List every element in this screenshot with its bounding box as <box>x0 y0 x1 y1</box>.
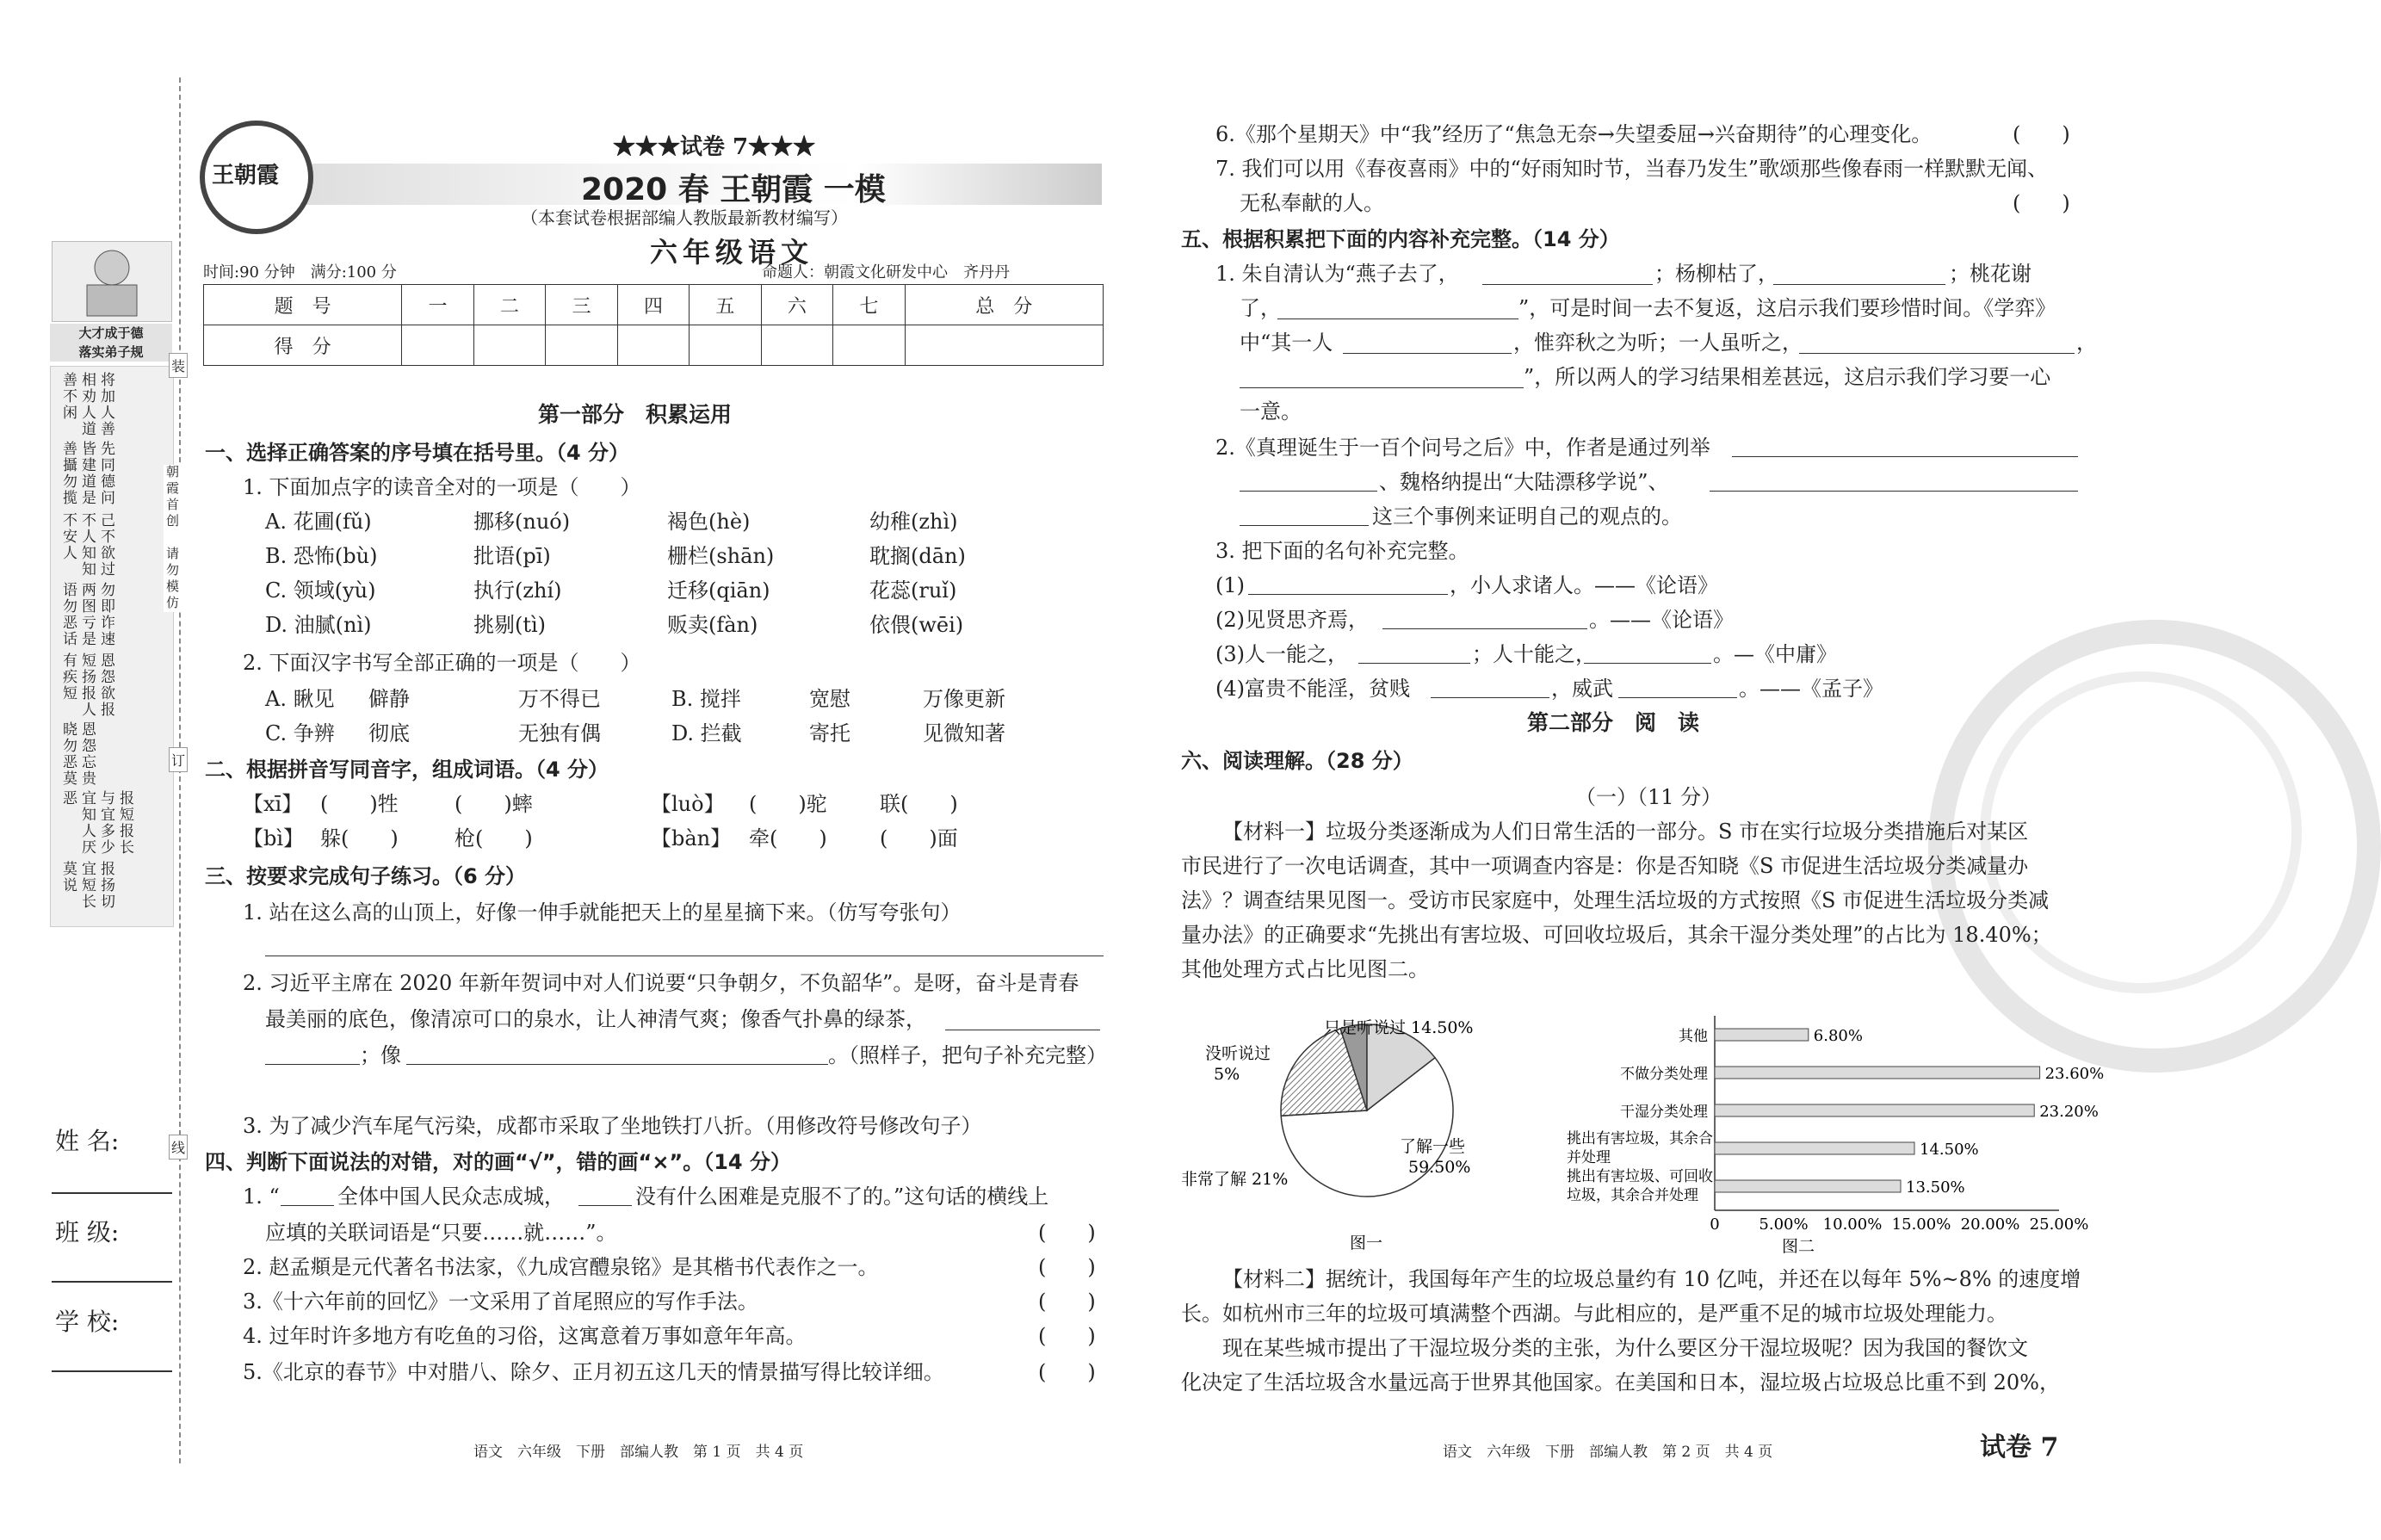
proverb-2: 先同德问皆建道是善攝勿揽 <box>59 441 114 506</box>
q2-cell[interactable]: ( )牲 <box>320 792 399 816</box>
q5-1-blank-2[interactable] <box>1773 284 1945 285</box>
q5-3-3c: 。—《中庸》 <box>1713 642 1837 666</box>
q4-3: 3.《十六年前的回忆》一文采用了首尾照应的写作手法。 <box>243 1290 758 1314</box>
q2-cell: 【bàn】 <box>651 826 732 850</box>
school-field[interactable] <box>52 1370 172 1372</box>
q1-1-option: B. 恐怖(bù) <box>265 544 378 568</box>
q5-2-blank-4[interactable] <box>1240 525 1369 526</box>
q4-1a: 1. “ <box>243 1184 280 1209</box>
q4-4-paren[interactable]: ( ) <box>1038 1324 1096 1348</box>
q4-1-blank-1[interactable] <box>281 1205 334 1206</box>
score-table-cell: 得 分 <box>204 325 402 366</box>
q3-heading: 三、按要求完成句子练习。（6 分） <box>205 864 527 888</box>
bar <box>1715 1104 2034 1116</box>
score-table-cell: 六 <box>761 285 832 325</box>
q1-1-option: 迁移(qiān) <box>667 578 770 603</box>
subject-title: 六年级语文 <box>650 236 814 269</box>
q5-3-1-blank[interactable] <box>1248 594 1448 595</box>
mat1-line: 市民进行了一次电话调查，其中一项调查内容是：你是否知晓《S 市促进生活垃圾分类减量办 <box>1181 854 2029 878</box>
q4-1b: 全体中国人民众志成城， <box>337 1184 565 1209</box>
q4-2-paren[interactable]: ( ) <box>1038 1255 1096 1279</box>
q4-1-paren[interactable]: ( ) <box>1038 1221 1096 1245</box>
score-input[interactable] <box>473 325 545 366</box>
q2-heading: 二、根据拼音写同音字，组成词语。（4 分） <box>205 758 609 782</box>
q1-2-option: B. 搅拌 <box>671 687 741 711</box>
q5-1c1: 中“其一人 <box>1240 331 1333 355</box>
series-label: ★★★试卷 7★★★ <box>613 134 816 160</box>
q1-2-option: C. 争辨 <box>265 721 335 745</box>
q1-heading: 一、选择正确答案的序号填在括号里。（4 分） <box>205 441 630 465</box>
q5-2b: 、魏格纳提出“大陆漂移学说”、 <box>1379 470 1669 494</box>
q5-2a: 2.《真理诞生于一百个问号之后》中，作者是通过列举 <box>1215 436 1710 460</box>
class-field[interactable] <box>52 1281 172 1283</box>
score-table <box>203 284 1104 366</box>
score-table-cell: 题 号 <box>204 285 402 325</box>
score-input[interactable] <box>402 325 473 366</box>
mat1-line: 量办法》的正确要求“先挑出有害垃圾、可回收垃圾后，其余干湿分类处理”的占比为 18.40%； <box>1181 923 2052 947</box>
q5-3-3a: (3)人一能之， <box>1215 642 1348 666</box>
score-table-cell: 四 <box>617 285 689 325</box>
exam-title: 2020 春 王朝霞 一模 <box>581 172 886 207</box>
bar <box>1715 1180 1901 1192</box>
q1-1-option: D. 油腻(nì) <box>265 613 372 637</box>
q1-2-option: A. 瞅见 <box>265 687 335 711</box>
q3-2-line2: 最美丽的底色，像清凉可口的泉水，让人神清气爽；像香气扑鼻的绿茶， <box>265 1007 926 1031</box>
q2-cell: 【bì】 <box>243 826 305 850</box>
q2-cell[interactable]: ( )蟀 <box>455 792 533 816</box>
q1-1-option: 贩卖(fàn) <box>667 613 758 637</box>
bar-chart <box>1498 1007 2105 1257</box>
q6-heading: 六、阅读理解。（28 分） <box>1181 749 1413 773</box>
q1-2-option: 万不得已 <box>518 687 601 711</box>
q1-2-option: 见微知著 <box>923 721 1005 745</box>
q4-4: 4. 过年时许多地方有吃鱼的习俗，这寓意着万事如意年年高。 <box>243 1324 807 1348</box>
score-table-cell: 五 <box>690 285 761 325</box>
mat1-line: 【材料一】垃圾分类逐渐成为人们日常生活的一部分。S 市在实行垃圾分类措施后对某区 <box>1222 819 2029 844</box>
bar-category-label: 其他 <box>1679 1028 1708 1045</box>
bar-category-label: 不做分类处理 <box>1620 1066 1708 1083</box>
q1-2: 2. 下面汉字书写全部正确的一项是（ ） <box>243 651 641 675</box>
q5-3-2: (2)见贤思齐焉， <box>1215 608 1369 632</box>
bar <box>1715 1029 1809 1041</box>
q1-1-option: 褐色(hè) <box>667 510 751 534</box>
q5-2-blank-3[interactable] <box>1710 491 2078 492</box>
author-info: 命题人：朝霞文化研发中心 齐丹丹 <box>762 263 1010 281</box>
bar-title: 图二 <box>1782 1237 1815 1256</box>
score-input[interactable] <box>761 325 832 366</box>
score-table-score-row <box>204 325 1104 366</box>
mat2-line: 【材料二】据统计，我国每年产生的垃圾总量约有 10 亿吨，并还在以每年 5%~8% 的速度增 <box>1222 1267 2081 1291</box>
school-label: 学 校: <box>55 1308 120 1336</box>
name-field[interactable] <box>52 1192 172 1194</box>
q3-1: 1. 站在这么高的山顶上，好像一伸手就能把天上的星星摘下来。（仿写夸张句） <box>243 900 962 925</box>
q5-3-4a: (4)富贵不能淫，贫贱 <box>1215 677 1410 701</box>
mat2-line: 长。如杭州市三年的垃圾可填满整个西湖。与此相应的，是严重不足的城市垃圾处理能力。 <box>1181 1302 2007 1326</box>
q5-3-1a: (1) <box>1215 573 1245 597</box>
score-input[interactable] <box>690 325 761 366</box>
q5-3-2-blank[interactable] <box>1382 628 1587 629</box>
q6-sub: （一）（11 分） <box>1575 785 1722 809</box>
pie-label: 非常了解 21% <box>1181 1170 1289 1189</box>
cut-label-1: 装 <box>169 353 188 378</box>
exam-subtitle: （本套试卷根据部编人教版最新教材编写） <box>521 207 848 228</box>
q2-cell[interactable]: ( )驼 <box>749 792 827 816</box>
pie-chart <box>1178 1007 1496 1257</box>
q5-3-4-blank-1[interactable] <box>1431 697 1549 698</box>
q5-3-4-blank-2[interactable] <box>1618 697 1737 698</box>
q5-1a: 1. 朱自清认为“燕子去了， <box>1215 262 1459 286</box>
q1-2-option: 万像更新 <box>923 687 1005 711</box>
bar-tick-label: 5.00% <box>1759 1215 1809 1234</box>
q1-2-option: 僻静 <box>368 687 410 711</box>
right-footer: 语文 六年级 下册 部编人教 第 2 页 共 4 页 <box>1443 1444 1773 1461</box>
q1-1: 1. 下面加点字的读音全对的一项是（ ） <box>243 475 641 499</box>
q3-2-blank-3[interactable] <box>406 1064 828 1065</box>
q4-heading: 四、判断下面说法的对错，对的画“√”，错的画“×”。（14 分） <box>205 1150 791 1174</box>
q2-cell[interactable]: 牵( ) <box>749 826 827 850</box>
q4-2: 2. 赵孟頫是元代著名书法家，《九成宫醴泉铭》是其楷书代表作之一。 <box>243 1255 879 1279</box>
q3-3: 3. 为了减少汽车尾气污染，成都市采取了坐地铁打八折。（用修改符号修改句子） <box>243 1114 982 1138</box>
bar-category-label: 挑出有害垃圾、可回收垃圾，其余合并处理 <box>1567 1168 1713 1204</box>
bar-tick-label: 15.00% <box>1891 1215 1951 1234</box>
q5-3-1b: ，小人求诸人。——《论语》 <box>1450 573 1718 597</box>
q2-cell[interactable]: 联( ) <box>880 792 958 816</box>
score-table-cell: 三 <box>546 285 617 325</box>
q5-3-4c: 。——《孟子》 <box>1739 677 1883 701</box>
q3-2-end: 。（照样子，把句子补充完整） <box>828 1043 1107 1067</box>
q4-1-blank-2[interactable] <box>578 1205 632 1206</box>
proverb-4: 勿即诈速两图亏是语勿恶话 <box>59 582 114 647</box>
pie-label: 了解一些 59.50% <box>1400 1137 1471 1177</box>
bar-category-label: 干湿分类处理 <box>1620 1104 1708 1121</box>
q2-cell: 【xī】 <box>243 792 303 816</box>
score-input[interactable] <box>546 325 617 366</box>
q5-3-4b: ，威武 <box>1551 677 1613 701</box>
pie-label: 只是听说过 14.50% <box>1324 1018 1474 1037</box>
q1-1-option: 执行(zhí) <box>473 578 562 603</box>
q1-1-option: 栅栏(shān) <box>667 544 775 568</box>
q1-1-option: 依偎(wēi) <box>869 613 964 637</box>
q1-2-option: 彻底 <box>368 721 410 745</box>
mat1-line: 其他处理方式占比见图二。 <box>1181 957 1429 981</box>
q4-1d: 应填的关联词语是“只要……就……”。 <box>265 1221 617 1245</box>
q5-1d: ”，所以两人的学习结果相差甚远，这启示我们学习要一心 <box>1524 365 2051 389</box>
logo-text: 王朝霞 <box>212 163 280 189</box>
score-table-cell: 七 <box>833 285 905 325</box>
q5-2c: 这三个事例来证明自己的观点的。 <box>1372 504 1682 529</box>
part2-title: 第二部分 阅 读 <box>1527 710 1700 735</box>
cut-label-4: 线 <box>169 1135 188 1160</box>
pie-title: 图一 <box>1350 1234 1383 1252</box>
mat2-line: 化决定了生活垃圾含水量远高于世界其他国家。在美国和日本，湿垃圾占垃圾总比重不到 20%， <box>1181 1370 2060 1395</box>
q5-3-2b: 。——《论语》 <box>1589 608 1734 632</box>
q5-2-blank-2[interactable] <box>1240 491 1377 492</box>
bar-value-label: 23.60% <box>2044 1065 2105 1083</box>
sidebar-portrait <box>52 241 172 322</box>
q1-1-option: 挑剔(tì) <box>473 613 547 637</box>
q5-3: 3. 把下面的名句补充完整。 <box>1215 539 1469 563</box>
q5-3-3b: ；人十能之， <box>1472 642 1596 666</box>
part1-title: 第一部分 积累运用 <box>538 402 733 427</box>
proverb-1: 将加人善相劝人道善不闲 <box>59 372 114 437</box>
q2-cell[interactable]: 枪( ) <box>455 826 533 850</box>
q5-3-3-blank-2[interactable] <box>1584 663 1711 664</box>
q5-1-blank-5[interactable] <box>1799 353 2075 354</box>
q5-1b1: 了， <box>1240 296 1281 320</box>
bar-tick-label: 10.00% <box>1822 1215 1883 1234</box>
bar-value-label: 13.50% <box>1906 1178 1965 1197</box>
q5-1-blank-6[interactable] <box>1240 387 1524 388</box>
score-table-cell: 二 <box>473 285 545 325</box>
q5-2-blank-1[interactable] <box>1732 456 2078 457</box>
q5-heading: 五、根据积累把下面的内容补充完整。（14 分） <box>1181 227 1620 251</box>
bar <box>1715 1142 1914 1154</box>
mat2-line: 现在某些城市提出了干湿垃圾分类的主张，为什么要区分干湿垃圾呢？因为我国的餐饮文 <box>1181 1336 2028 1360</box>
q4-7b: 无私奉献的人。 <box>1240 191 1384 215</box>
proverb-8: 报扬切宜短长莫说 <box>59 861 114 910</box>
q5-1a2: ；杨柳枯了， <box>1654 262 1778 286</box>
proverb-3: 己不欲过不人知知不安人 <box>59 512 114 578</box>
q1-2-option: 宽慰 <box>809 687 850 711</box>
q3-2-blank-2[interactable] <box>265 1064 360 1065</box>
q4-1c: 没有什么困难是克服不了的。”这句话的横线上 <box>635 1184 1049 1209</box>
proverb-6: 恩怨忘贵晓勿恶莫 <box>59 721 96 787</box>
score-input[interactable] <box>833 325 905 366</box>
q4-6: 6.《那个星期天》中“我”经历了“焦急无奈→失望委屈→兴奋期待”的心理变化。 <box>1215 122 1933 146</box>
q4-6-paren[interactable]: ( ) <box>2013 122 2070 146</box>
class-label: 班 级: <box>55 1218 120 1246</box>
bar-category-label: 挑出有害垃圾，其余合并处理 <box>1567 1130 1713 1166</box>
q1-1-option: A. 花圃(fǔ) <box>265 510 372 534</box>
q1-2-option: 寄托 <box>809 721 850 745</box>
cut-label-3: 订 <box>169 747 188 772</box>
q5-3-3-blank-1[interactable] <box>1358 663 1470 664</box>
sidebar-motto: 大才成于德 落实弟子规 <box>50 324 172 362</box>
q4-7-paren[interactable]: ( ) <box>2013 191 2070 215</box>
bar-tick-label: 25.00% <box>2029 1215 2089 1234</box>
corner-label: 试卷 7 <box>1980 1432 2059 1463</box>
q2-cell[interactable]: 躲( ) <box>320 826 399 850</box>
q1-2-option: D. 拦截 <box>671 721 742 745</box>
score-input[interactable] <box>905 325 1103 366</box>
proverb-7: 报短报长与宜多少宜知人厌恶 <box>59 790 133 856</box>
q1-1-option: 挪移(nuó) <box>473 510 571 534</box>
q1-1-option: 耽搁(dān) <box>869 544 966 568</box>
q1-1-option: C. 领域(yù) <box>265 578 376 603</box>
q5-1e: 一意。 <box>1240 399 1302 424</box>
bar-value-label: 14.50% <box>1920 1141 1979 1159</box>
name-label: 姓 名: <box>55 1127 120 1155</box>
bar-tick-label: 0 <box>1710 1215 1720 1234</box>
score-table-cell: 总 分 <box>905 285 1103 325</box>
bar-tick-label: 20.00% <box>1960 1215 2020 1234</box>
score-table-header-row <box>204 285 1104 325</box>
q3-2-line1: 2. 习近平主席在 2020 年新年贺词中对人们说要“只争朝夕，不负韶华”。是呀，奋斗是青春 <box>243 971 1079 995</box>
cut-label-2: 朝霞首创 请勿模仿 <box>164 465 180 612</box>
q4-5: 5.《北京的春节》中对腊八、除夕、正月初五这几天的情景描写得比较详细。 <box>243 1360 944 1384</box>
mat1-line: 法》？调查结果见图一。受访市民家庭中，处理生活垃圾的方式按照《S 市促进生活垃圾分类减 <box>1181 888 2050 912</box>
q5-1-blank-4[interactable] <box>1343 353 1512 354</box>
q5-1b2: ”，可是时间一去不复返，这启示我们要珍惜时间。《学弈》 <box>1518 296 2056 320</box>
left-footer: 语文 六年级 下册 部编人教 第 1 页 共 4 页 <box>473 1444 804 1461</box>
q5-1a3: ；桃花谢 <box>1949 262 2032 286</box>
q2-cell: 【luò】 <box>651 792 725 816</box>
q1-1-option: 花蕊(ruǐ) <box>869 578 957 603</box>
q4-3-paren[interactable]: ( ) <box>1038 1290 1096 1314</box>
pie-label: 没听说过 5% <box>1205 1044 1271 1084</box>
time-info: 时间:90 分钟 满分:100 分 <box>203 263 397 281</box>
q3-2-mid: ；像 <box>360 1043 401 1067</box>
proverb-5: 恩怨欲报短扬报人有疾短 <box>59 652 114 718</box>
q1-1-option: 幼稚(zhì) <box>869 510 958 534</box>
q4-7a: 7. 我们可以用《春夜喜雨》中的“好雨知时节，当春乃发生”歌颂那些像春雨一样默默无闻、 <box>1215 157 2049 181</box>
q5-1-blank-1[interactable] <box>1482 284 1653 285</box>
bar-value-label: 6.80% <box>1813 1027 1863 1045</box>
q5-1c2: ，惟弈秋之为听；一人虽听之， <box>1513 331 1803 355</box>
q2-cell[interactable]: ( )面 <box>880 826 958 850</box>
q1-2-option: 无独有偶 <box>518 721 601 745</box>
q4-5-paren[interactable]: ( ) <box>1038 1360 1096 1384</box>
scholar-icon <box>53 242 171 321</box>
bar-value-label: 23.20% <box>2039 1103 2099 1121</box>
bar <box>1715 1067 2040 1079</box>
q5-1c3: ， <box>2076 331 2097 355</box>
score-input[interactable] <box>617 325 689 366</box>
score-table-cell: 一 <box>402 285 473 325</box>
q1-1-option: 批语(pī) <box>473 544 551 568</box>
